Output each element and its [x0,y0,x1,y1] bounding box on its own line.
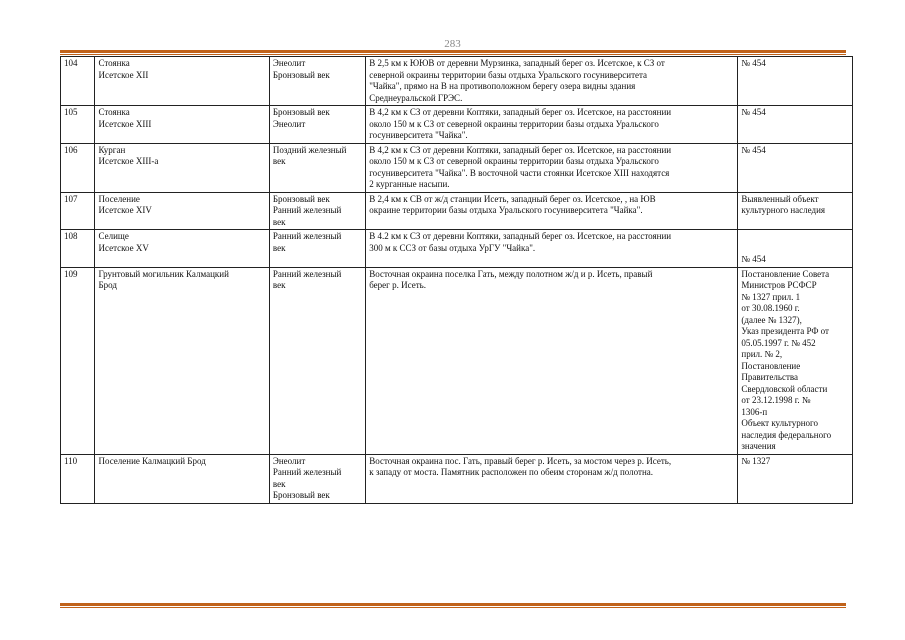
location-cell [366,192,738,230]
site-name-line: Стоянка [98,107,130,117]
site-name-cell [95,267,269,454]
period-line: Ранний железный [272,268,342,279]
document-line: от 30.08.1960 г. [741,303,800,313]
location-line: госуниверситета "Чайка". В восточной части стоянки Исетское XIII находятся [369,167,670,178]
location-cell [366,57,738,106]
period-line: Энеолит [272,455,306,466]
location-line: В 4.2 км к СЗ от деревни Коптяки, западный берег оз. Исетское, на расстоянии [369,231,672,241]
period-line: Бронзовый век [272,107,330,117]
location-line: около 150 м к СЗ от северной окраины территории базы отдыха Уральского [369,118,659,129]
table-row [61,57,853,106]
document-cell [738,454,853,503]
document-cell [738,143,853,192]
period-line: век [272,156,286,166]
location-cell [366,230,738,268]
site-name-line: Исетское XIV [98,205,152,215]
location-line: госуниверситета "Чайка". [369,130,468,140]
location-line: берег р. Исеть. [369,280,426,290]
row-number: 110 [61,454,95,503]
location-cell [366,267,738,454]
period-line: век [272,478,286,489]
document-line: Правительства [741,372,799,382]
site-name-line: Брод [98,280,117,290]
site-name-line: Грунтовый могильник Калмацкий [98,268,229,279]
site-name-line: Исетское XII [98,69,149,80]
document-line: № 454 [741,254,766,264]
heritage-registry-table [60,56,853,504]
table-row [61,106,853,144]
location-line: В 4,2 км к СЗ от деревни Коптяки, западный берег оз. Исетское, на расстоянии [369,107,672,117]
document-line: 1306-п [741,406,768,417]
site-name-cell [95,143,269,192]
site-name-line: Поселение [98,193,140,204]
site-name-line: Исетское XV [98,242,149,253]
table-row [61,267,853,454]
location-line: В 2,5 км к ЮЮВ от деревни Мурзинка, западный берег оз. Исетское, к СЗ от [369,58,665,68]
row-number: 109 [61,267,95,454]
site-name-cell [95,230,269,268]
row-number: 104 [61,57,95,106]
location-line: 2 курганные насыпи. [369,179,450,189]
period-line: Ранний железный [272,231,342,241]
document-line: Выявленный объект [741,193,819,204]
document-line: Свердловской области [741,383,828,394]
location-line: "Чайка", прямо на В на противоположном берегу озера видны здания [369,81,636,91]
period-line: век [272,280,286,290]
document-line: № 454 [741,107,766,117]
document-line: наследия федерального [741,429,832,440]
document-line: (далее № 1327), [741,314,802,325]
document-line: Постановление Совета [741,268,830,279]
period-cell [269,106,365,144]
document-line: № 1327 прил. 1 [741,291,801,302]
document-cell [738,106,853,144]
site-name-line: Селище [98,231,129,241]
period-line: Бронзовый век [272,193,330,204]
table-row [61,143,853,192]
site-name-cell [95,57,269,106]
location-line: Восточная окраина пос. Гать, правый берег р. Исеть, за мостом через р. Исеть, [369,455,672,466]
period-cell [269,192,365,230]
document-line: культурного наследия [741,205,826,215]
period-line: Бронзовый век [272,69,330,80]
period-cell [269,454,365,503]
site-name-line: Поселение Калмацкий Брод [98,455,206,466]
row-number: 108 [61,230,95,268]
location-line: Среднеуральской ГРЭС. [369,92,463,103]
site-name-line: Стоянка [98,58,130,68]
period-line: век [272,242,286,253]
table-row [61,454,853,503]
site-name-cell [95,106,269,144]
location-line: около 150 м к СЗ от северной окраины территории базы отдыха Уральского [369,156,659,166]
location-line: В 2,4 км к СВ от ж/д станции Исеть, западный берег оз. Исетское, , на ЮВ [369,193,656,204]
period-line: Ранний железный [272,467,342,477]
document-cell [738,230,853,268]
period-line: Поздний железный [272,144,347,155]
table-row [61,192,853,230]
document-line: № 454 [741,144,766,155]
table-row [61,230,853,268]
document-cell [738,267,853,454]
document-line: № 1327 [741,455,771,466]
location-line: к западу от моста. Памятник расположен по обеим сторонам ж/д полотна. [369,467,654,477]
document-line: Указ президента РФ от [741,326,829,336]
document-line: Постановление [741,360,801,371]
period-line: Бронзовый век [272,490,330,500]
row-number: 106 [61,143,95,192]
document-line: Объект культурного [741,418,819,428]
location-cell [366,143,738,192]
footer-rule [60,603,846,608]
location-line: Восточная окраина поселка Гать, между полотном ж/д и р. Исеть, правый [369,268,653,279]
location-line: окраине территории базы отдыха Уральского госуниверситета "Чайка". [369,205,643,215]
period-line: Энеолит [272,118,306,129]
site-name-cell [95,454,269,503]
period-cell [269,267,365,454]
location-line: северной окраины территории базы отдыха Уральского госуниверситета [369,69,648,80]
page-number: 283 [444,38,461,50]
document-line: 05.05.1997 г. № 452 [741,337,816,348]
document-line: значения [741,441,776,451]
period-cell [269,57,365,106]
period-line: век [272,216,286,227]
row-number: 105 [61,106,95,144]
document-cell [738,57,853,106]
site-name-line: Исетское XIII-а [98,156,159,166]
header-rule [60,50,846,55]
document-line: прил. № 2, [741,349,783,359]
row-number: 107 [61,192,95,230]
period-cell [269,143,365,192]
document-line: Министров РСФСР [741,280,817,290]
location-cell [366,454,738,503]
location-line: 300 м к ССЗ от базы отдыха УрГУ "Чайка". [369,242,536,253]
location-cell [366,106,738,144]
location-line: В 4,2 км к СЗ от деревни Коптяки, западный берег оз. Исетское, на расстоянии [369,144,672,155]
document-cell [738,192,853,230]
document-line: № 454 [741,58,766,68]
document-line: от 23.12.1998 г. № [741,395,811,405]
period-cell [269,230,365,268]
site-name-line: Исетское XIII [98,118,152,129]
period-line: Ранний железный [272,205,342,215]
site-name-line: Курган [98,144,126,155]
site-name-cell [95,192,269,230]
period-line: Энеолит [272,58,306,68]
